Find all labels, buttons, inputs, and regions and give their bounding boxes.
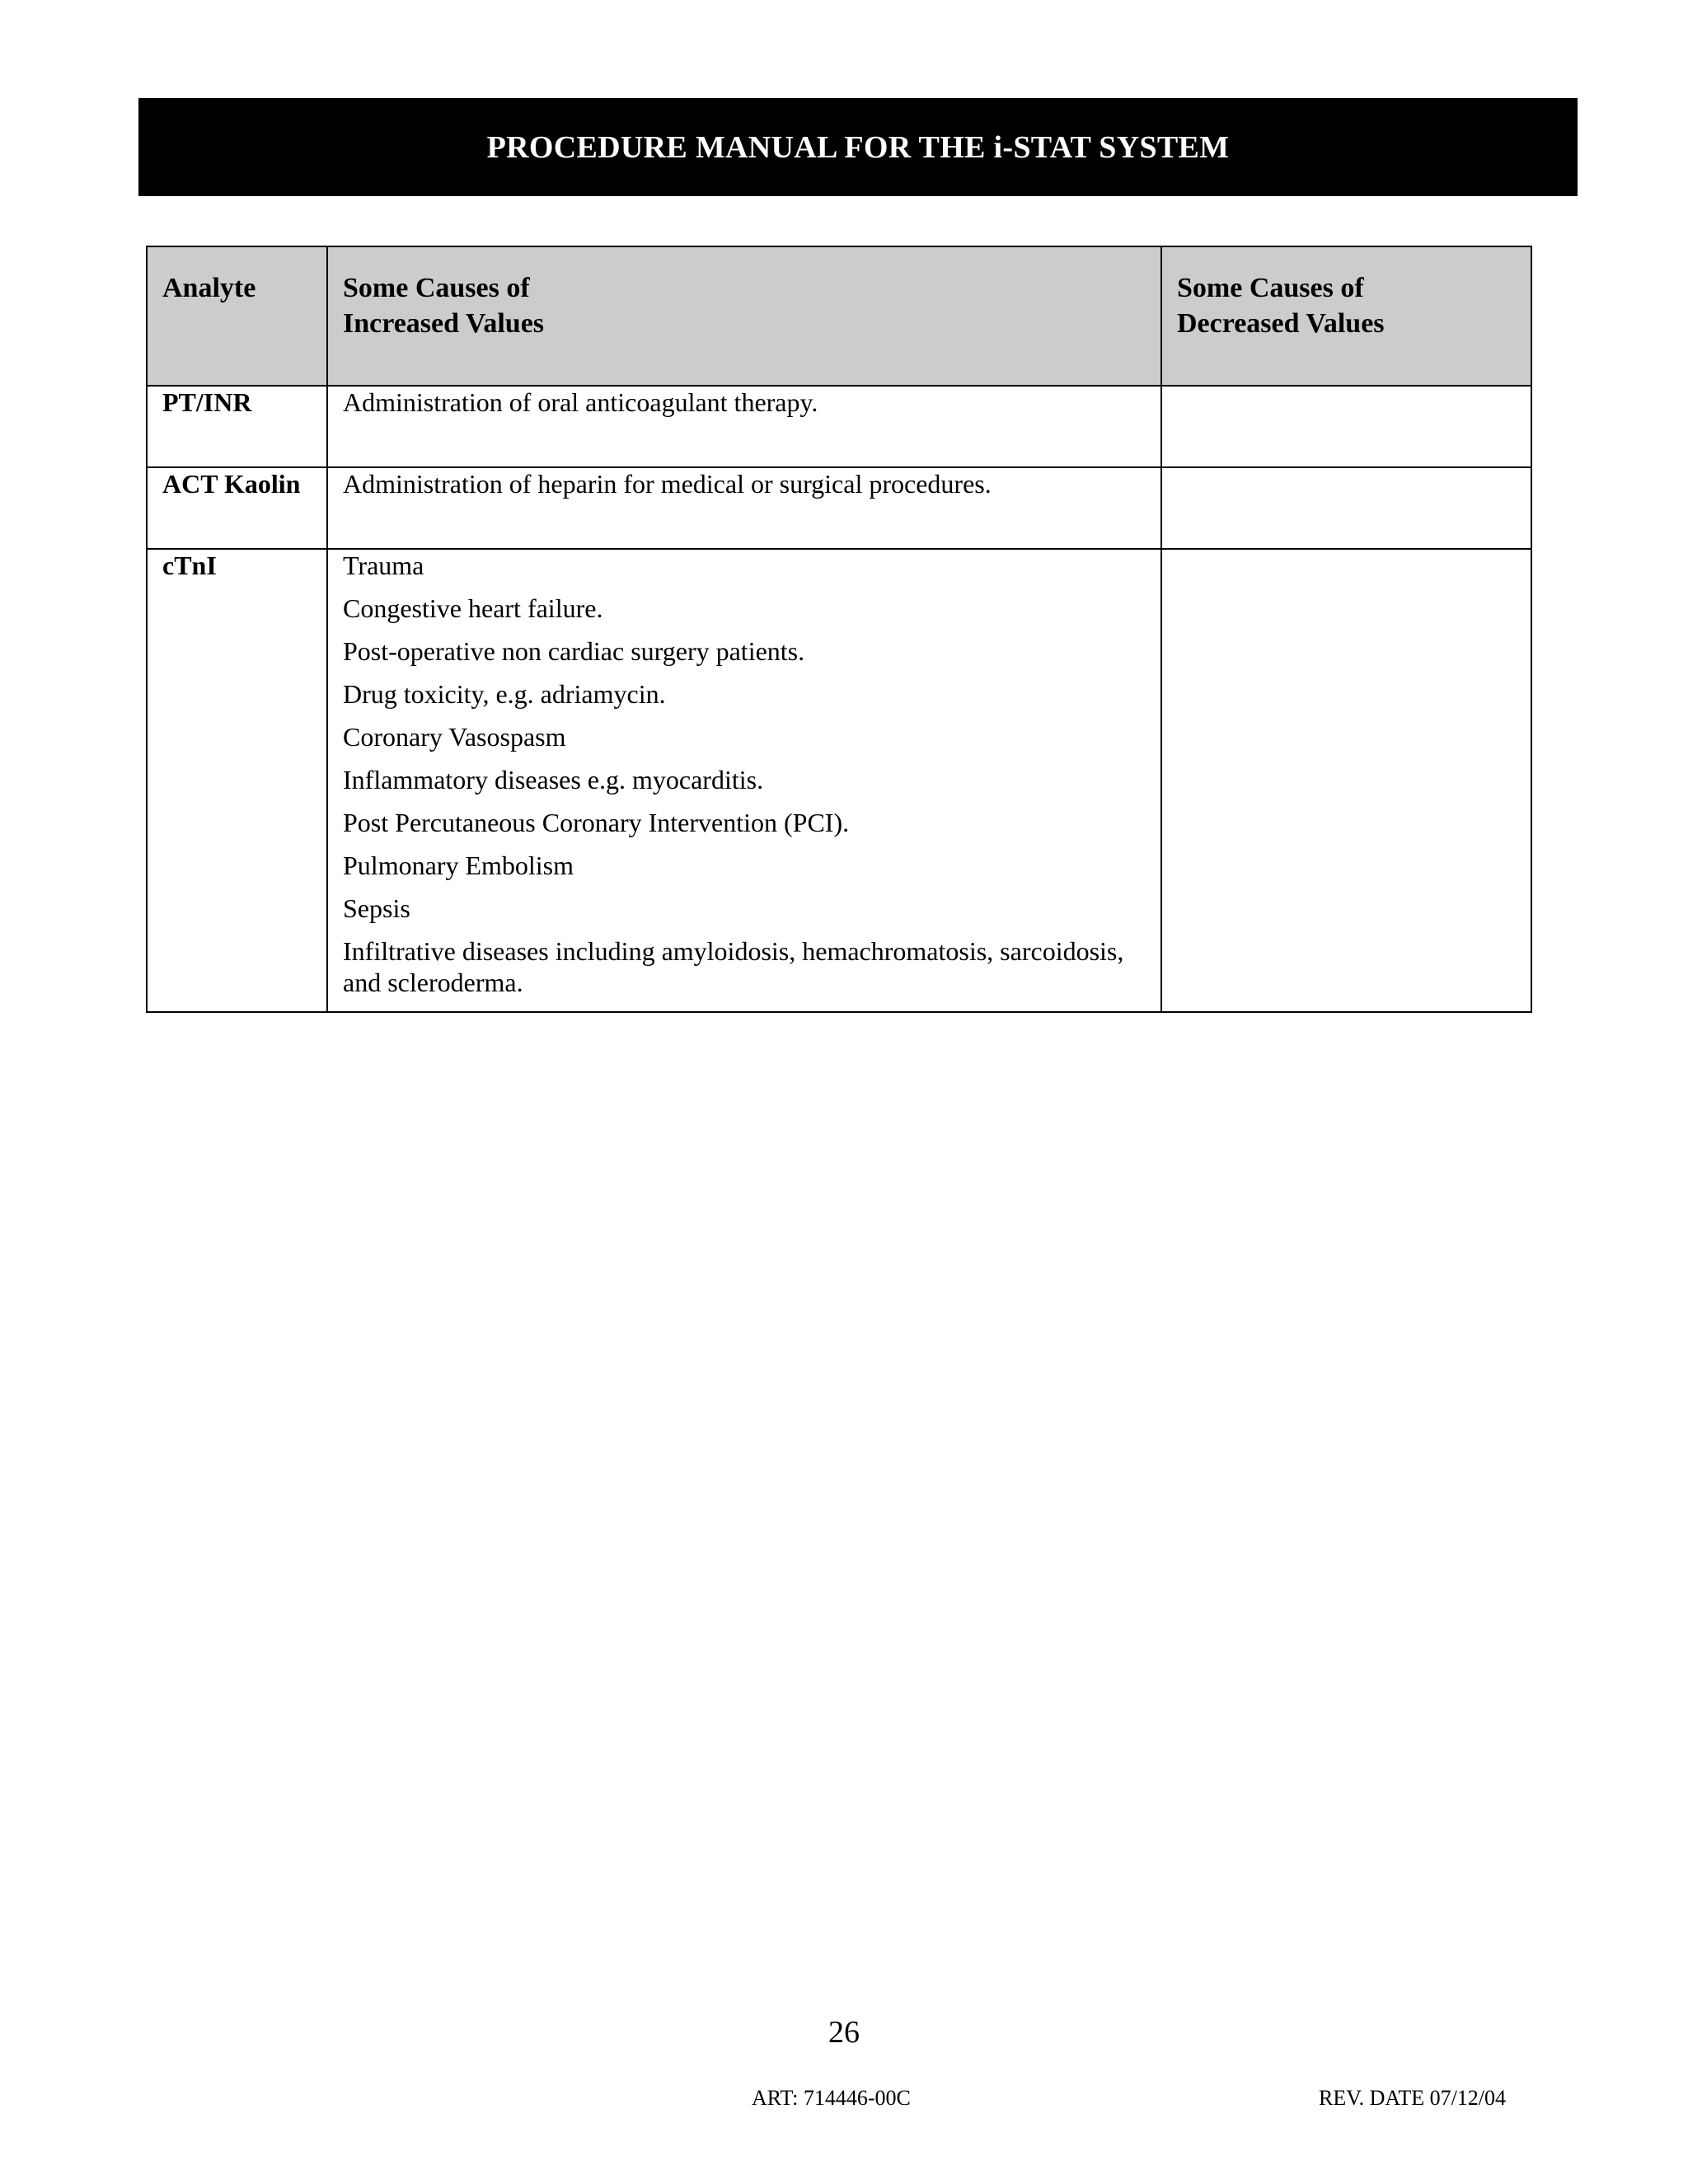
table-row <box>147 386 1531 467</box>
cause-list <box>343 550 1146 1011</box>
column-header-line: Increased Values <box>343 308 545 339</box>
cause-item: Trauma <box>343 551 424 580</box>
cause-item: Post-operative non cardiac surgery patients. <box>343 636 805 666</box>
cause-item: Post Percutaneous Coronary Intervention (PCI). <box>343 808 850 837</box>
analyte-causes-table <box>146 246 1532 1013</box>
revision-date: REV. DATE 07/12/04 <box>1319 2086 1507 2110</box>
cause-item: Pulmonary Embolism <box>343 851 574 880</box>
column-header-analyte <box>147 246 327 386</box>
decreased-causes-cell <box>1161 549 1531 1012</box>
art-number: ART: 714446-00C <box>752 2086 911 2110</box>
cause-item: Coronary Vasospasm <box>343 722 566 752</box>
column-header-line: Analyte <box>162 273 256 303</box>
analyte-cell: cTnI <box>147 549 327 1012</box>
cause-item: Administration of heparin for medical or surgical procedures. <box>343 469 992 499</box>
cause-item: Congestive heart failure. <box>343 593 603 623</box>
decreased-causes-cell <box>1161 467 1531 549</box>
cause-list <box>343 387 1146 431</box>
analyte-cell: PT/INR <box>147 386 327 467</box>
cause-item: Inflammatory diseases e.g. myocarditis. <box>343 765 764 794</box>
cause-item: Administration of oral anticoagulant therapy. <box>343 387 818 417</box>
column-header-increased <box>327 246 1161 386</box>
cause-list <box>343 468 1146 513</box>
increased-causes-cell <box>327 467 1161 549</box>
increased-causes-cell <box>327 386 1161 467</box>
table-row <box>147 549 1531 1012</box>
page-title: PROCEDURE MANUAL FOR THE i-STAT SYSTEM <box>486 129 1230 165</box>
cause-item: Drug toxicity, e.g. adriamycin. <box>343 679 666 709</box>
cause-item: Sepsis <box>343 893 410 923</box>
analyte-cell: ACT Kaolin <box>147 467 327 549</box>
page-number: 26 <box>828 2015 860 2050</box>
cause-item: Infiltrative diseases including amyloidosis, hemachromatosis, sarcoidosis, and scleroderma. <box>343 936 1124 997</box>
table-header-row <box>147 246 1531 386</box>
table-row <box>147 467 1531 549</box>
increased-causes-cell <box>327 549 1161 1012</box>
header-bar <box>138 98 1578 196</box>
decreased-causes-cell <box>1161 386 1531 467</box>
column-header-decreased <box>1161 246 1531 386</box>
column-header-line: Some Causes of <box>343 273 530 303</box>
column-header-line: Decreased Values <box>1177 308 1385 339</box>
column-header-line: Some Causes of <box>1177 273 1364 303</box>
